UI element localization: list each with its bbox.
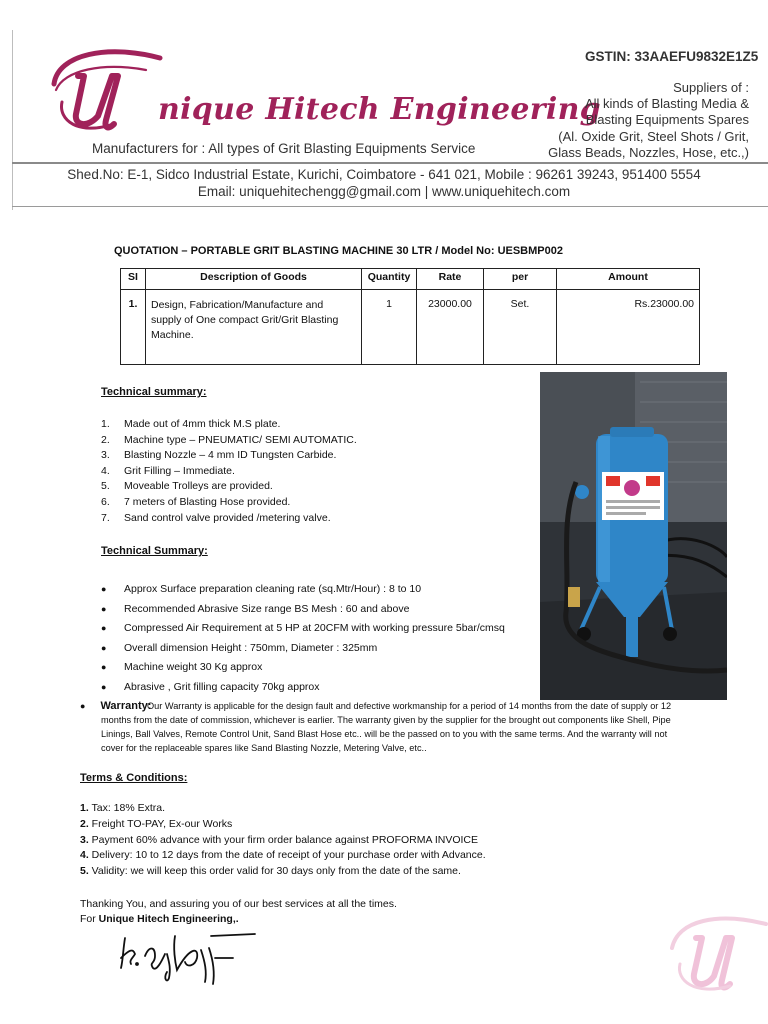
- technical-summary-heading: Technical summary:: [101, 386, 207, 398]
- table-header-row: [121, 269, 700, 290]
- terms-heading: Terms & Conditions:: [80, 772, 188, 784]
- list-item: ● Recommended Abrasive Size range BS Mesh : 60 and above: [101, 602, 410, 615]
- address-block: [0, 166, 768, 200]
- list-item: 1. Tax: 18% Extra.: [80, 802, 166, 814]
- warranty-label: Warranty:: [100, 700, 152, 712]
- list-item: 3. Blasting Nozzle – 4 mm ID Tungsten Carbide.: [101, 449, 337, 462]
- cell-per: Set.: [484, 290, 557, 365]
- address-line: Shed.No: E-1, Sidco Industrial Estate, Kurichi, Coimbatore - 641 021, Mobile : 96261 39243, 951400 5554: [67, 167, 701, 182]
- closing-block: [80, 897, 397, 927]
- warranty-block: [80, 699, 686, 755]
- cell-amount: Rs.23000.00: [557, 290, 700, 365]
- list-item: 6. 7 meters of Blasting Hose provided.: [101, 495, 291, 508]
- suppliers-line: Glass Beads, Nozzles, Hose, etc.,): [548, 144, 749, 160]
- list-item: 5. Moveable Trolleys are provided.: [101, 480, 273, 493]
- quotation-table: [120, 268, 700, 365]
- table-row: [121, 290, 700, 365]
- bullet-icon: ●: [80, 701, 101, 711]
- logo-u-icon: [48, 40, 168, 140]
- list-item: ● Abrasive , Grit filling capacity 70kg approx: [101, 680, 320, 693]
- cell-si: 1.: [121, 290, 146, 365]
- cell-quantity: 1: [362, 290, 417, 365]
- list-item: 1. Made out of 4mm thick M.S plate.: [101, 418, 281, 430]
- cell-description: Design, Fabrication/Manufacture and supply of One compact Grit/Grit Blasting Machine.: [146, 290, 362, 365]
- list-item: 4. Delivery: 10 to 12 days from the date of receipt of your purchase order with Advance.: [80, 849, 486, 862]
- column-header-description: Description of Goods: [146, 269, 362, 290]
- column-header-si: SI: [121, 269, 146, 290]
- column-header-rate: Rate: [417, 269, 484, 290]
- suppliers-line: (Al. Oxide Grit, Steel Shots / Grit,: [558, 128, 749, 144]
- manufacturers-line: Manufacturers for : All types of Grit Blasting Equipments Service: [92, 141, 476, 156]
- technical-specs-list: [101, 580, 505, 698]
- list-item: 2. Freight TO-PAY, Ex-our Works: [80, 817, 233, 830]
- list-item: 5. Validity: we will keep this order valid for 30 days only from the date of the same.: [80, 865, 461, 878]
- technical-summary-list: [101, 417, 357, 526]
- company-name: nique Hitech Engineering: [158, 92, 601, 127]
- header-bottom-divider: [12, 206, 768, 207]
- email-line: Email: uniquehitechengg@gmail.com | www.uniquehitech.com: [197, 184, 571, 199]
- signature-icon: [115, 928, 265, 990]
- suppliers-line: Suppliers of :: [673, 80, 749, 95]
- terms-list: [80, 801, 486, 880]
- list-item: 4. Grit Filling – Immediate.: [101, 464, 235, 477]
- for-company-line: For Unique Hitech Engineering,.: [80, 913, 239, 925]
- suppliers-block: [548, 80, 749, 161]
- list-item: ● Approx Surface preparation cleaning rate (sq.Mtr/Hour) : 8 to 10: [101, 583, 422, 595]
- list-item: ● Machine weight 30 Kg approx: [101, 661, 263, 674]
- column-header-amount: Amount: [557, 269, 700, 290]
- header-divider: [12, 162, 768, 164]
- gstin-number: GSTIN: 33AAEFU9832E1Z5: [585, 49, 759, 64]
- warranty-text: Our Warranty is applicable for the design fault and defective workmanship for a period of 14 months from the date of supply or 12 months from the date of commission, whichever is earlier. The warranty given by the supplier for the brought out components like Shell, Pipe Linings, Ball Valves, Remote Control Unit, Sand Blast Hose etc.. will be the passed on to you with the same terms. And the warranty will not cover for the replaceable spares like Sand Blasting Nozzle, Metering Valve, etc..: [101, 701, 672, 753]
- thanks-line: Thanking You, and assuring you of our best services at all the times.: [80, 898, 397, 910]
- suppliers-line: All kinds of Blasting Media &: [584, 96, 749, 112]
- watermark-logo-icon: [668, 908, 768, 1000]
- blasting-machine-photo: [540, 372, 727, 700]
- quotation-title: QUOTATION – PORTABLE GRIT BLASTING MACHINE 30 LTR / Model No: UESBMP002: [114, 245, 563, 257]
- list-item: 3. Payment 60% advance with your firm order balance against PROFORMA INVOICE: [80, 833, 479, 846]
- cell-rate: 23000.00: [417, 290, 484, 365]
- list-item: 7. Sand control valve provided /metering valve.: [101, 511, 331, 524]
- technical-summary-2-heading: Technical Summary:: [101, 545, 208, 557]
- list-item: 2. Machine type – PNEUMATIC/ SEMI AUTOMATIC.: [101, 433, 357, 446]
- column-header-per: per: [484, 269, 557, 290]
- column-header-quantity: Quantity: [362, 269, 417, 290]
- list-item: ● Overall dimension Height : 750mm, Diameter : 325mm: [101, 641, 378, 654]
- list-item: ● Compressed Air Requirement at 5 HP at 20CFM with working pressure 5bar/cmsq: [101, 622, 505, 635]
- suppliers-line: Blasting Equipments Spares: [585, 112, 749, 128]
